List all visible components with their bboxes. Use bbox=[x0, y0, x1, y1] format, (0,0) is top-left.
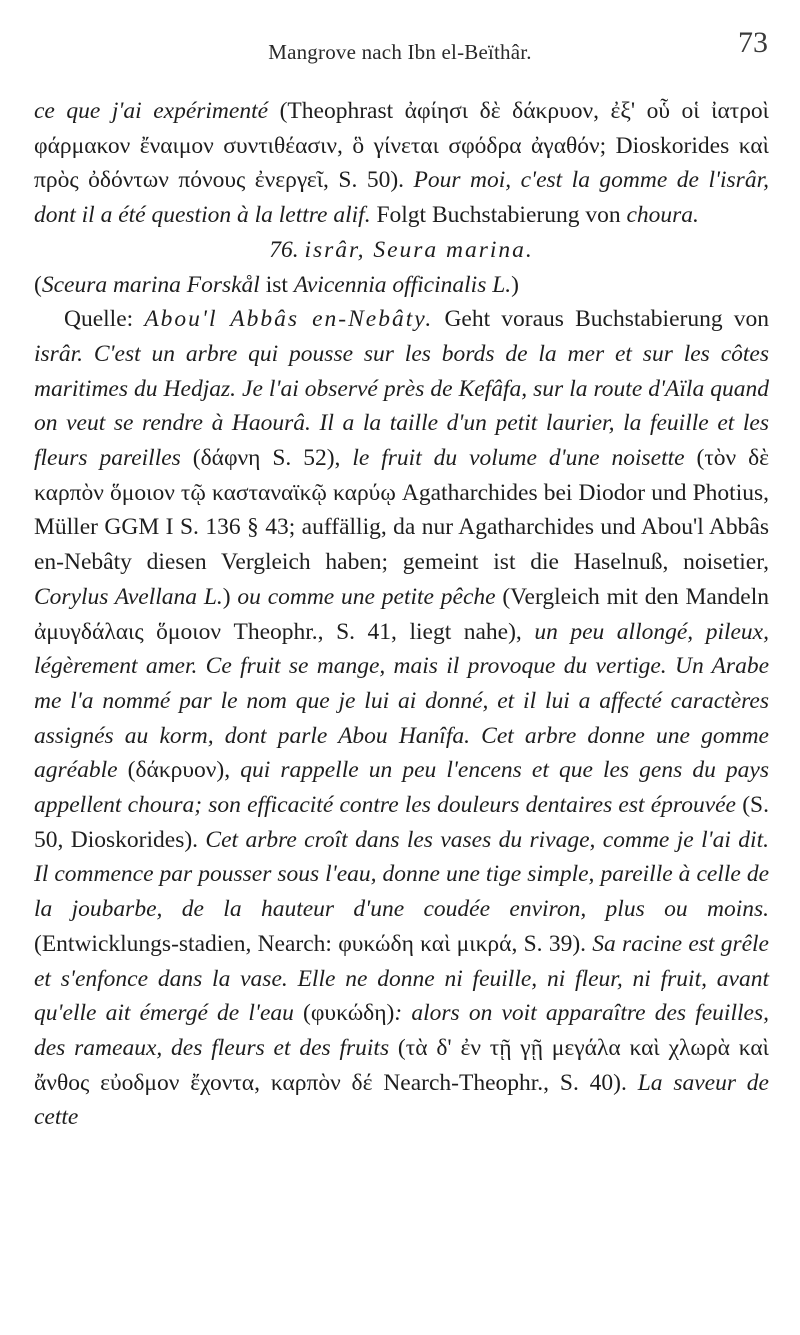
paragraph bbox=[34, 302, 769, 1135]
paragraph-continuation bbox=[34, 94, 769, 233]
text-span: Abou'l Abbâs en-Nebâty. bbox=[144, 306, 434, 333]
text-span: choura. bbox=[626, 202, 699, 229]
text-span: Sceura marina Forskål bbox=[41, 271, 260, 298]
entry-heading bbox=[34, 233, 769, 268]
text-span: qui rappelle un peu l'encens et que les gens du pays appellent choura; son efficacité contre les douleurs dentaires est éprouvée bbox=[34, 757, 769, 819]
text-span: Avicennia officinalis L. bbox=[293, 271, 512, 298]
text-span: Geht voraus Buchstabierung von bbox=[433, 306, 769, 333]
text-span: (δάφνη S. 52), bbox=[180, 445, 353, 472]
text-span: ou comme une petite pêche bbox=[237, 583, 496, 610]
text-span: (Theophrast ἀφίησι δὲ δάκρυον, ἐξ' οὗ οἱ ἰατροὶ φάρμακον ἔναιμον συντιθέασιν, ὃ γίνεται σφόδρα ἀγαθόν; Dioskorides καὶ πρὸς ὀδόντων πόνους ἐνεργεῖ, S. 50). bbox=[34, 98, 769, 194]
text-span: isrâr, Seura marina. bbox=[304, 236, 534, 263]
text-span: Pour moi, c'est la gomme de l'isrâr, dont il a été question à la lettre alif. bbox=[34, 167, 769, 229]
text-span: ist bbox=[259, 271, 294, 298]
text-span: (δάκρυον), bbox=[117, 757, 241, 784]
running-title: Mangrove nach Ibn el-Beïthâr. bbox=[268, 40, 532, 64]
text-span: Sa racine est grêle et s'enfonce dans la vase. Elle ne donne ni feuille, ni fleur, ni fruit, avant qu'elle ait émergé de l'eau bbox=[34, 930, 769, 1027]
text-span: 76. bbox=[269, 236, 305, 263]
text-span: : alors on voit apparaître des feuilles, des rameaux, des fleurs et des fruits bbox=[34, 1000, 769, 1061]
text-span: ce que j'ai expérimenté bbox=[34, 98, 269, 124]
running-head bbox=[0, 26, 800, 72]
text-span: (S. 50, Dioskorides). bbox=[34, 792, 769, 853]
text-span: ) bbox=[222, 583, 238, 610]
text-span: (Vergleich mit den Mandeln ἀμυγδάλαις ὅμοιον Theophr., S. 41, liegt nahe), bbox=[34, 583, 769, 645]
text-span: (Entwicklungs-stadien, Nearch: φυκώδη καὶ μικρά, S. 39). bbox=[34, 930, 593, 957]
text-span: Folgt Buchstabierung von bbox=[370, 202, 627, 229]
text-span: Corylus Avellana L. bbox=[34, 583, 223, 610]
text-span: La saveur de cette bbox=[34, 1069, 769, 1131]
text-span: ) bbox=[511, 271, 519, 298]
text-span: Quelle: bbox=[64, 306, 145, 333]
text-span: (τὰ δ' ἐν τῇ γῇ μεγάλα καὶ χλωρὰ καὶ ἄνθος εὐοδμον ἔχοντα, καρπὸν δέ Nearch-Theophr., S. 40). bbox=[34, 1034, 769, 1096]
text-span: le fruit du volume d'une noisette bbox=[352, 445, 685, 472]
text-span: (φυκώδη) bbox=[293, 1000, 395, 1027]
text-span: Cet arbre croît dans les vases du rivage, comme je l'ai dit. Il commence par pousser sous l'eau, donne une tige simple, pareille à celle de la joubarbe, de la hauteur d'une coudée environ, plus ou moins. bbox=[34, 826, 769, 923]
text-span: isrâr. C'est un arbre qui pousse sur les bords de la mer et sur les côtes maritimes du Hedjaz. Je l'ai observé près de Kefâfa, sur la route d'Aïla quand on veut se rendre à Haourâ. Il a la taille d'un petit laurier, la feuille et les fleurs pareilles bbox=[34, 340, 769, 472]
paragraph-note bbox=[34, 268, 769, 303]
text-span: un peu allongé, pileux, légèrement amer. Ce fruit se mange, mais il provoque du vertige. Un Arabe me l'a nommé par le nom que je lui ai donné, et il lui a affecté caractères assignés au korm, dont parle Abou Hanîfa. Cet arbre donne une gomme agréable bbox=[34, 618, 769, 784]
page-number: 73 bbox=[738, 26, 768, 59]
body-text bbox=[34, 94, 769, 1135]
text-span: (τὸν δὲ καρπὸν ὅμοιον τῷ κασταναϊκῷ καρύῳ Agatharchides bei Diodor und Photius, Müller GGM I S. 136 § 43; auffällig, da nur Agatharchides und Abou'l Abbâs en-Nebâty diesen Vergleich haben; gemeint ist die Haselnuß, noisetier, bbox=[34, 445, 770, 576]
text-span: ( bbox=[34, 271, 42, 298]
